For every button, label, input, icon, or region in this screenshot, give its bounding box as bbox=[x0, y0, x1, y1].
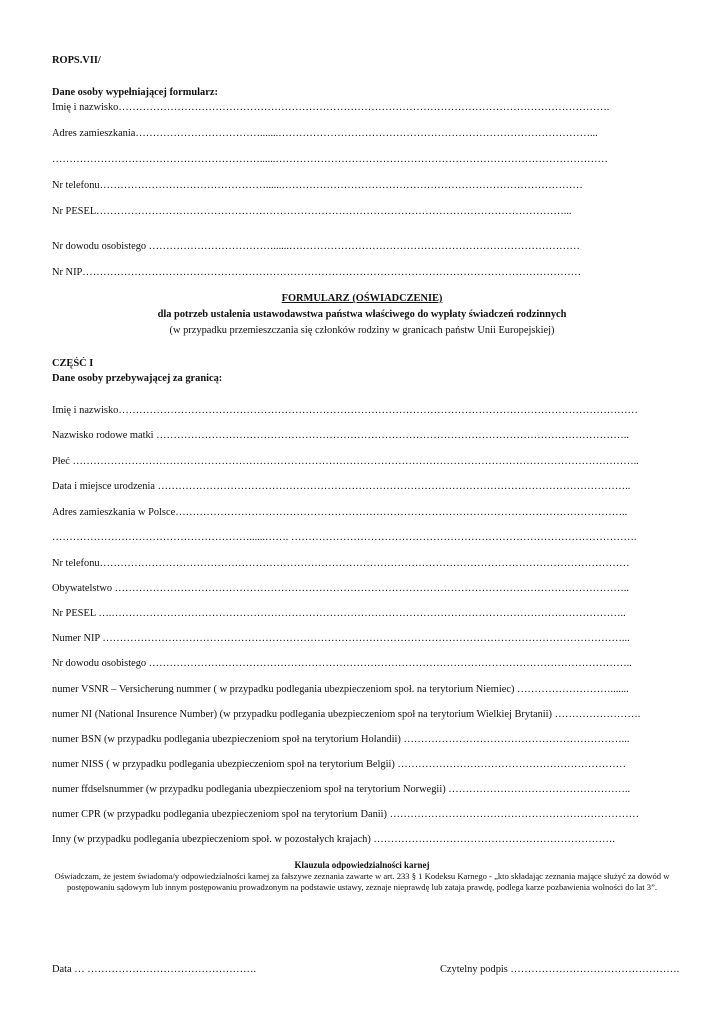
birth-date-place-field[interactable]: Data i miejsce urodzenia ……………………………………………………………………………………………………………………….. bbox=[52, 481, 631, 492]
abroad-pesel-field[interactable]: Nr PESEL ….………………………………………………………………………………………………………………………………….. bbox=[52, 608, 626, 619]
poland-address-field[interactable]: Adres zamieszkania w Polsce………………………………………………………………………………………………………………….. bbox=[52, 507, 628, 518]
mother-maiden-name-field[interactable]: Nazwisko rodowe matki ……………………………………………………………………………………………………………………….. bbox=[52, 430, 629, 441]
citizenship-field[interactable]: Obywatelstwo ………………………………………………………………………………………………………………………………….. bbox=[52, 583, 629, 594]
signature-field[interactable]: Czytelny podpis …………………………………………. bbox=[440, 964, 680, 975]
filler-name-field[interactable]: Imię i nazwisko……………………………………………………………………………………………………………………………. bbox=[52, 102, 610, 113]
form-note: (w przypadku przemieszczania się członków rodziny w granicach państw Unii Europejskiej) bbox=[169, 325, 555, 336]
abroad-id-card-field[interactable]: Nr dowodu osobistego ………………………………………………………………………………………………………………………….. bbox=[52, 658, 632, 669]
filler-address-line2-field[interactable]: ……………………………………………………......…………………………………………………………………………………… bbox=[52, 154, 608, 165]
filler-phone-field[interactable]: Nr telefonu…………………………………………......…………………………………………………………………………… bbox=[52, 180, 583, 191]
fodselsnummer-norway-field[interactable]: numer ffdselsnummer (w przypadku podlegania ubezpieczeniom społ na terytorium Norwegii) …………………………………………….. bbox=[52, 784, 631, 795]
poland-address-line2-field[interactable]: …………………………………………………......……. ………………………………………………………………………………………. bbox=[52, 532, 637, 543]
filler-heading: Dane osoby wypełniającej formularz: bbox=[52, 87, 218, 98]
sex-field[interactable]: Płeć ……………………………………………………………………………………………………………………………………………….. bbox=[52, 456, 639, 467]
cpr-denmark-field[interactable]: numer CPR (w przypadku podlegania ubezpieczeniom społ na terytorium Danii) ……………………………………………………………… bbox=[52, 809, 639, 820]
niss-belgium-field[interactable]: numer NISS ( w przypadku podlegania ubezpieczeniom społ na terytorium Belgii) ………………………………………………………… bbox=[52, 759, 626, 770]
filler-pesel-field[interactable]: Nr PESEL………………………………………………………………………………………………………………………... bbox=[52, 206, 572, 217]
filler-nip-field[interactable]: Nr NIP……………………………………………………………………………………………………………………………… bbox=[52, 267, 582, 278]
form-title: FORMULARZ (OŚWIADCZENIE) bbox=[281, 293, 443, 304]
vsnr-germany-field[interactable]: numer VSNR – Versicherung nummer ( w przypadku podlegania ubezpieczeniom społ. na terytorium Niemiec) ………………………....... bbox=[52, 684, 629, 695]
abroad-nip-field[interactable]: Numer NIP ……………………………………………………………………………………………………………………………………... bbox=[52, 633, 630, 644]
date-field[interactable]: Data … …………………………………………. bbox=[52, 964, 257, 975]
other-country-field[interactable]: Inny (w przypadku podlegania ubezpieczeniom społ. w pozostałych krajach) ……………………………………………………………. bbox=[52, 834, 616, 845]
abroad-name-field[interactable]: Imię i nazwisko…………………………………………………………………………………………………………………………………… bbox=[52, 405, 638, 416]
form-subtitle: dla potrzeb ustalenia ustawodawstwa państwa właściwego do wypłaty świadczeń rodzinnych bbox=[157, 309, 567, 320]
filler-id-card-field[interactable]: Nr dowodu osobistego ………………………………......………………………………………………………………………… bbox=[52, 241, 580, 252]
filler-address-field[interactable]: Adres zamieszkania……………………………….......………………………………………………………………………………... bbox=[52, 128, 598, 139]
declaration-text: Oświadczam, że jestem świadoma/y odpowiedzialności karnej za fałszywe zeznania zawarte w art. 233 § 1 Kodeksu Karnego - „kto składając zeznania mające służyć za dowód w postępowaniu sądowym lub innym postępowaniu prowadzonym na podstawie ustawy, zeznaje nieprawdę lub zataja prawdę, podlega karze pozbawienia wolności do lat 3”. bbox=[54, 871, 670, 892]
ni-uk-field[interactable]: numer NI (National Insurence Number) (w przypadku podlegania ubezpieczeniom społ na terytorium Wielkiej Brytanii) ……………………. bbox=[52, 709, 641, 720]
document-code: ROPS.VII/ bbox=[52, 55, 101, 66]
declaration-title: Klauzula odpowiedzialności karnej bbox=[294, 860, 430, 870]
abroad-phone-field[interactable]: Nr telefonu……………………………………………………………………………………………………………………………………… bbox=[52, 558, 630, 569]
bsn-netherlands-field[interactable]: numer BSN (w przypadku podlegania ubezpieczeniom społ na terytorium Holandii) ………………………………………………………... bbox=[52, 734, 630, 745]
part1-subheading: Dane osoby przebywającej za granicą: bbox=[52, 373, 223, 384]
part1-heading: CZĘŚĆ I bbox=[52, 358, 94, 369]
